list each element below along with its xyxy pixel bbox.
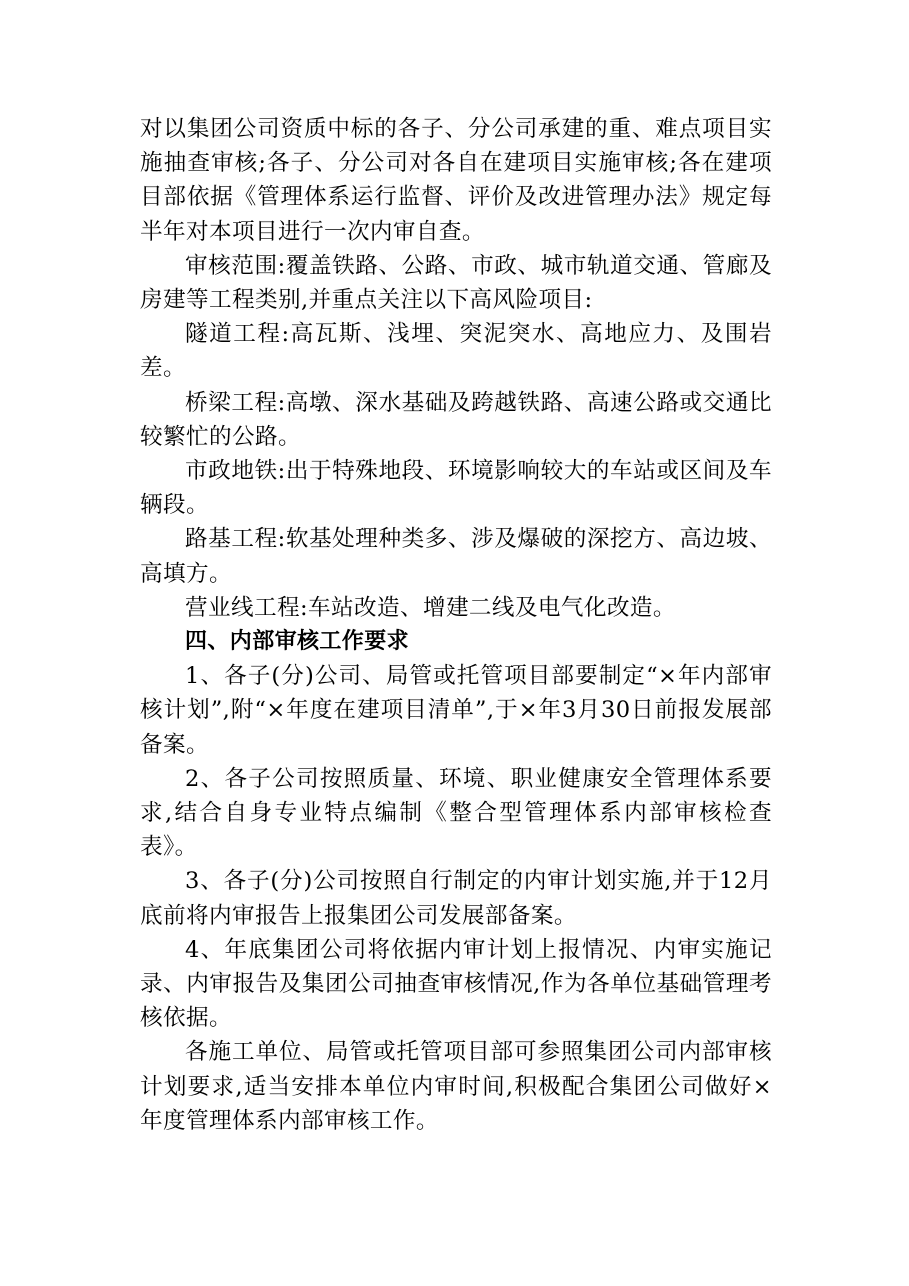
section-heading-internal-audit-requirements: 四、内部审核工作要求 bbox=[185, 629, 410, 655]
paragraph-municipal-metro: 市政地铁:出于特殊地段、环境影响较大的车站或区间及车辆段。 bbox=[140, 458, 772, 519]
paragraph-closing: 各施工单位、局管或托管项目部可参照集团公司内部审核计划要求,适当安排本单位内审时间,积极配合集团公司做好×年度管理体系内部审核工作。 bbox=[140, 1039, 772, 1134]
paragraph-tunnel-engineering: 隧道工程:高瓦斯、浅埋、突泥突水、高地应力、及围岩差。 bbox=[140, 321, 772, 382]
paragraph-bridge-engineering: 桥梁工程:高墩、深水基础及跨越铁路、高速公路或交通比较繁忙的公路。 bbox=[140, 389, 772, 450]
paragraph-audit-scope: 审核范围:覆盖铁路、公路、市政、城市轨道交通、管廊及房建等工程类别,并重点关注以下高风险项目: bbox=[140, 252, 772, 314]
paragraph-requirement-2: 2、各子公司按照质量、环境、职业健康安全管理体系要求,结合自身专业特点编制《整合型管理体系内部审核检查表》。 bbox=[140, 765, 772, 861]
paragraph-roadbed-engineering: 路基工程:软基处理种类多、涉及爆破的深挖方、高边坡、高填方。 bbox=[140, 526, 772, 587]
paragraph-requirement-1: 1、各子(分)公司、局管或托管项目部要制定“×年内部审核计划”,附“×年度在建项目清单”,于×年3月30日前报发展部备案。 bbox=[140, 663, 772, 758]
paragraph-operating-line-engineering: 营业线工程:车站改造、增建二线及电气化改造。 bbox=[185, 594, 676, 621]
paragraph-audit-implementation: 对以集团公司资质中标的各子、分公司承建的重、难点项目实施抽查审核;各子、分公司对各自在建项目实施审核;各在建项目部依据《管理体系运行监督、评价及改进管理办法》规定每半年对本项目进行一次内审自查。 bbox=[140, 116, 772, 245]
paragraph-requirement-3: 3、各子(分)公司按照自行制定的内审计划实施,并于12月底前将内审报告上报集团公司发展部备案。 bbox=[140, 868, 772, 929]
document-page bbox=[140, 112, 772, 1138]
paragraph-requirement-4: 4、年底集团公司将依据内审计划上报情况、内审实施记录、内审报告及集团公司抽查审核情况,作为各单位基础管理考核依据。 bbox=[140, 936, 772, 1032]
